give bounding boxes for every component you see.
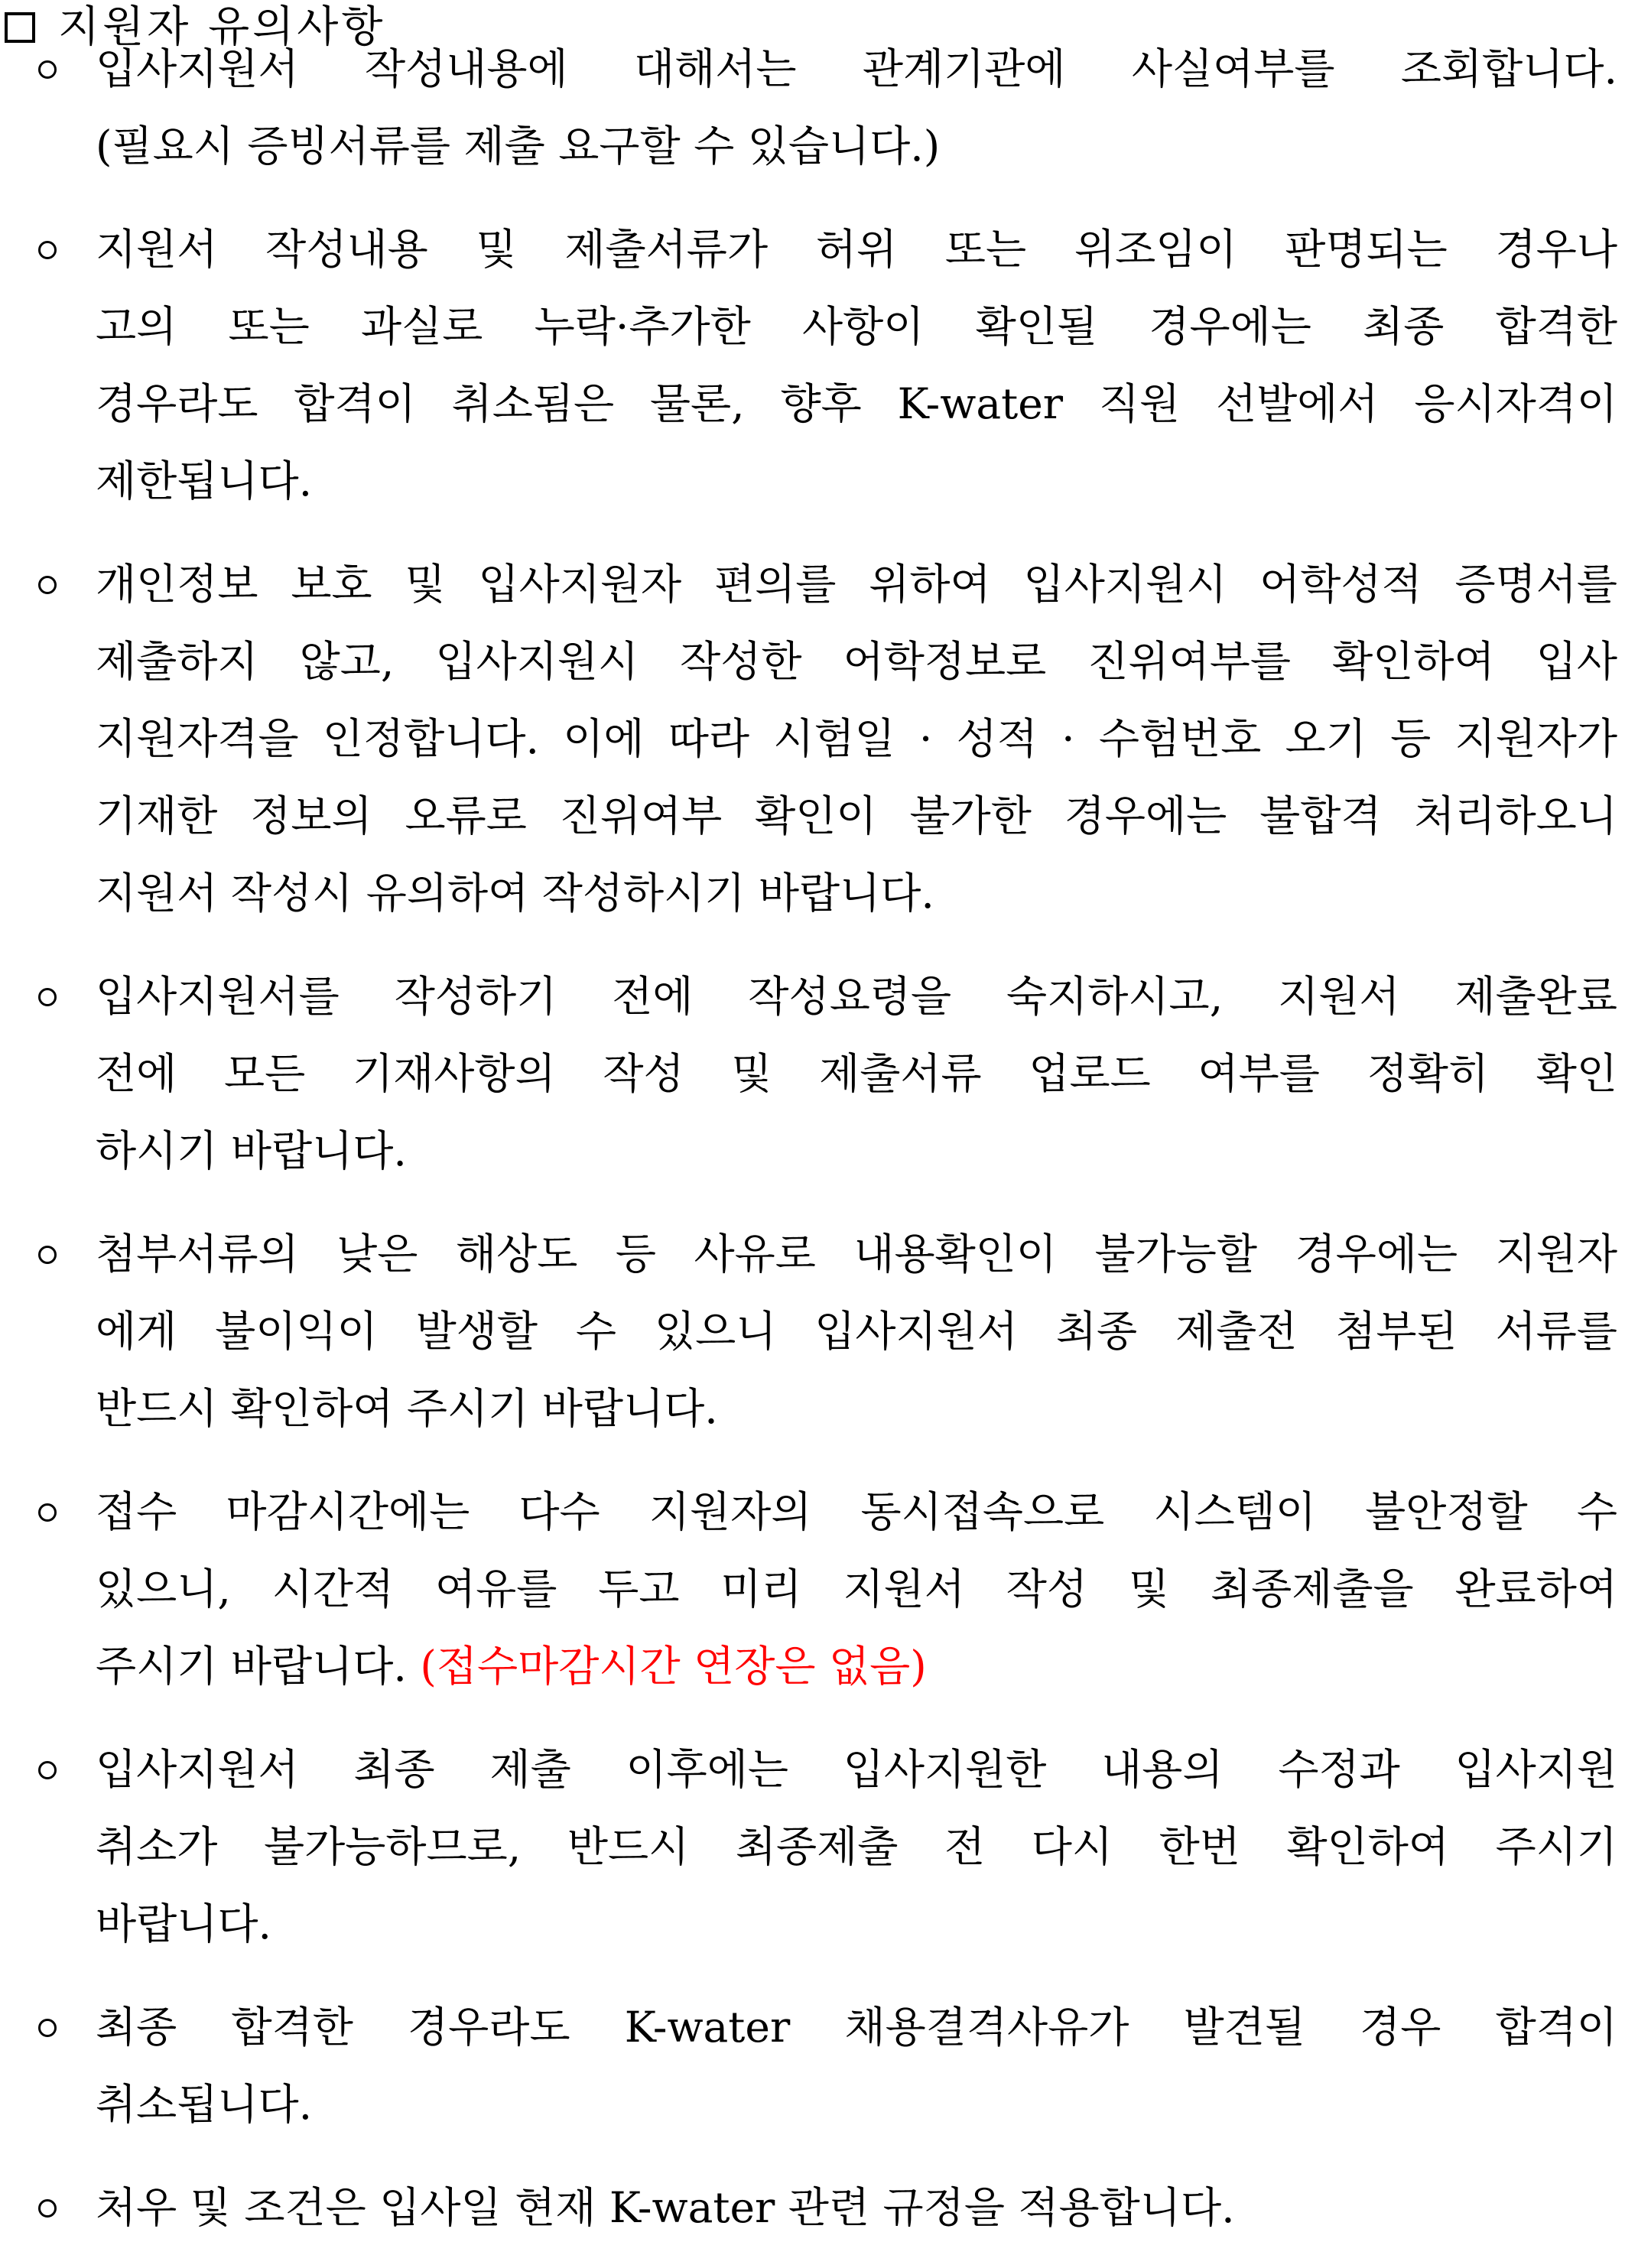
notice-line: 입사지원서를 작성하기 전에 작성요령을 숙지하시고, 지원서 제출완료 (96, 972, 1617, 1021)
notice-line: 제한됩니다. (96, 457, 313, 505)
notice-line: 취소가 불가능하므로, 반드시 최종제출 전 다시 한번 확인하여 주시기 (96, 1822, 1617, 1871)
notice-line: 기재한 정보의 오류로 진위여부 확인이 불가한 경우에는 불합격 처리하오니 (96, 791, 1617, 840)
circle-bullet-icon (32, 1755, 63, 1785)
notice-line: 반드시 확인하여 주시기 바랍니다. (96, 1384, 718, 1433)
notice-line: 바랍니다. (96, 1899, 272, 1948)
notice-line: (필요시 증빙서류를 제출 요구할 수 있습니다.) (96, 122, 941, 171)
circle-bullet-icon (32, 1497, 63, 1528)
notice-line: 지원서 작성내용 및 제출서류가 허위 또는 위조임이 판명되는 경우나 (96, 225, 1617, 274)
circle-bullet-icon (32, 235, 63, 265)
notice-line: 취소됩니다. (96, 2080, 313, 2129)
notice-line: 최종 합격한 경우라도 K-water 채용결격사유가 발견될 경우 합격이 (96, 2003, 1617, 2052)
notice-line: 입사지원서 작성내용에 대해서는 관계기관에 사실여부를 조회합니다. (96, 44, 1617, 93)
notice-line: 고의 또는 과실로 누락·추가한 사항이 확인될 경우에는 최종 합격한 (96, 302, 1617, 351)
circle-bullet-icon (32, 2193, 63, 2224)
notice-line: 지원자격을 인정합니다. 이에 따라 시험일 · 성적 · 수험번호 오기 등 지원자가 (96, 714, 1617, 763)
checkbox-square-icon (5, 12, 35, 43)
notice-line: 전에 모든 기재사항의 작성 및 제출서류 업로드 여부를 정확히 확인 (96, 1049, 1617, 1098)
notice-line: 접수 마감시간에는 다수 지원자의 동시접속으로 시스템이 불안정할 수 (96, 1487, 1617, 1536)
circle-bullet-icon (32, 54, 63, 85)
notice-line: 하시기 바랍니다. (96, 1126, 407, 1175)
notice-line-with-note (96, 1628, 1617, 1705)
notice-line: 경우라도 합격이 취소됨은 물론, 향후 K-water 직원 선발에서 응시자격이 (96, 379, 1617, 428)
circle-bullet-icon (32, 1240, 63, 1270)
notice-line: 에게 불이익이 발생할 수 있으니 입사지원서 최종 제출전 첨부된 서류를 (96, 1307, 1617, 1356)
notice-line: 첨부서류의 낮은 해상도 등 사유로 내용확인이 불가능할 경우에는 지원자 (96, 1230, 1617, 1279)
circle-bullet-icon (32, 2013, 63, 2043)
notice-line: 제출하지 않고, 입사지원시 작성한 어학정보로 진위여부를 확인하여 입사 (96, 637, 1617, 686)
notice-line: 처우 및 조건은 입사일 현재 K-water 관련 규정을 적용합니다. (96, 2183, 1235, 2232)
notice-line: 지원서 작성시 유의하여 작성하시기 바랍니다. (96, 869, 934, 918)
notice-line: 입사지원서 최종 제출 이후에는 입사지원한 내용의 수정과 입사지원 (96, 1745, 1617, 1794)
notice-line: 있으니, 시간적 여유를 두고 미리 지원서 작성 및 최종제출을 완료하여 (96, 1565, 1617, 1613)
notice-line: 개인정보 보호 및 입사지원자 편의를 위하여 입사지원시 어학성적 증명서를 (96, 560, 1617, 609)
notice-line: 주시기 바랍니다. (96, 1642, 407, 1691)
deadline-note: (접수마감시간 연장은 없음) (420, 1642, 927, 1691)
section-title: 지원자 유의사항 (58, 2, 386, 52)
circle-bullet-icon (32, 570, 63, 600)
circle-bullet-icon (32, 982, 63, 1012)
